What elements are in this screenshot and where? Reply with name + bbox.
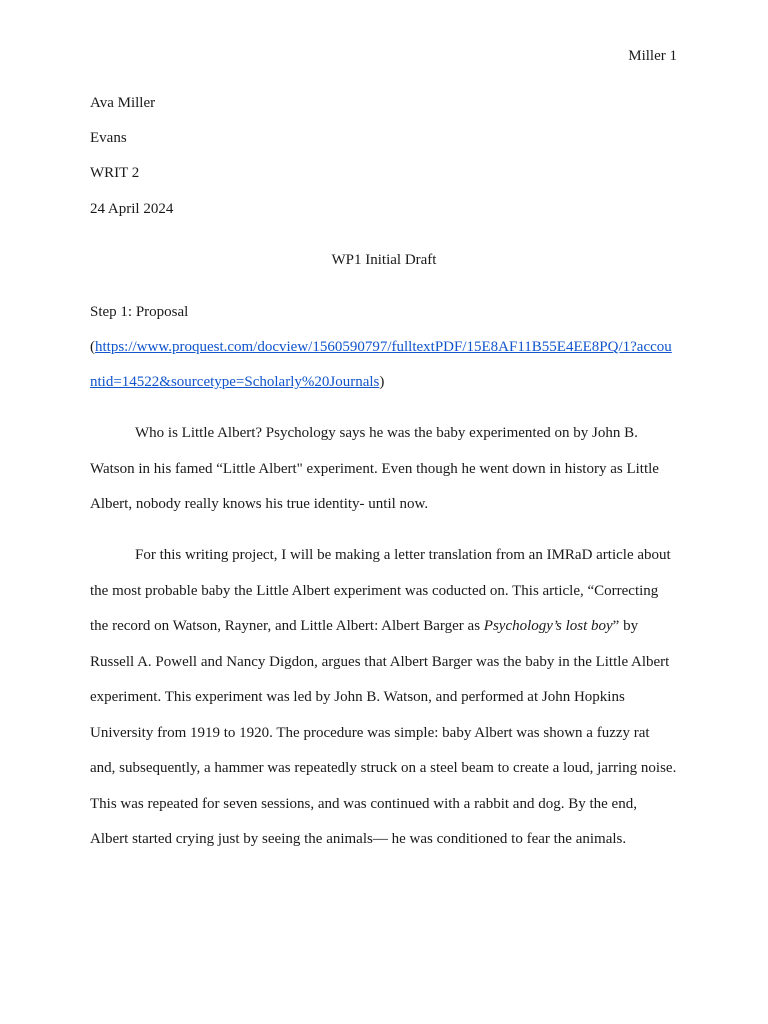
student-name: Ava Miller: [90, 95, 156, 111]
running-head: Miller 1: [628, 48, 677, 64]
citation-link-part-1[interactable]: https://www.proquest.com/docview/1560590797/fulltextPDF/15E8AF11B55E4EE8PQ/1?accou: [95, 339, 672, 355]
citation-open-paren: (: [90, 339, 95, 355]
paragraph-2-text-end: ” by Russell A. Powell and Nancy Digdon, argues that Albert Barger was the baby in the Little Albert experiment. This experiment was led by John B. Watson, and performed at John Hopkins University from 1919 to 1920. The procedure was simple: baby Albert was shown a fuzzy rat and, subsequently, a hammer was repeatedly struck on a steel beam to create a loud, jarring noise. This was repeated for seven sessions, and was continued with a rabbit and dog. By the end, Albert started crying just by seeing the animals— he was conditioned to fear the animals.: [90, 618, 677, 847]
citation-close-paren: ): [379, 374, 385, 390]
paragraph-2-text-start: For this writing project, I will be making a letter translation from an IMRaD article about the most probable baby the Little Albert experiment was coducted on. This article, “Correcting the record on Watson, Rayner, and Little Albert: Albert Barger as: [90, 547, 671, 634]
course-name: WRIT 2: [90, 165, 140, 181]
body-paragraph-2: [90, 538, 678, 858]
citation-link-part-2[interactable]: ntid=14522&sourcetype=Scholarly%20Journals: [90, 374, 380, 390]
section-label: Step 1: Proposal: [90, 304, 189, 320]
instructor-name: Evans: [90, 130, 127, 146]
document-title: WP1 Initial Draft: [331, 252, 437, 268]
body-paragraph-1: Who is Little Albert? Psychology says he was the baby experimented on by John B. Watson in his famed “Little Albert" experiment. Even though he went down in history as Little Albert, nobody really knows his true identity- until now.: [90, 425, 659, 512]
article-title-italic: Psychology’s lost boy: [483, 618, 613, 634]
citation-line-2: [90, 373, 384, 391]
date-line: 24 April 2024: [90, 201, 174, 217]
citation-line-1: [90, 338, 672, 356]
